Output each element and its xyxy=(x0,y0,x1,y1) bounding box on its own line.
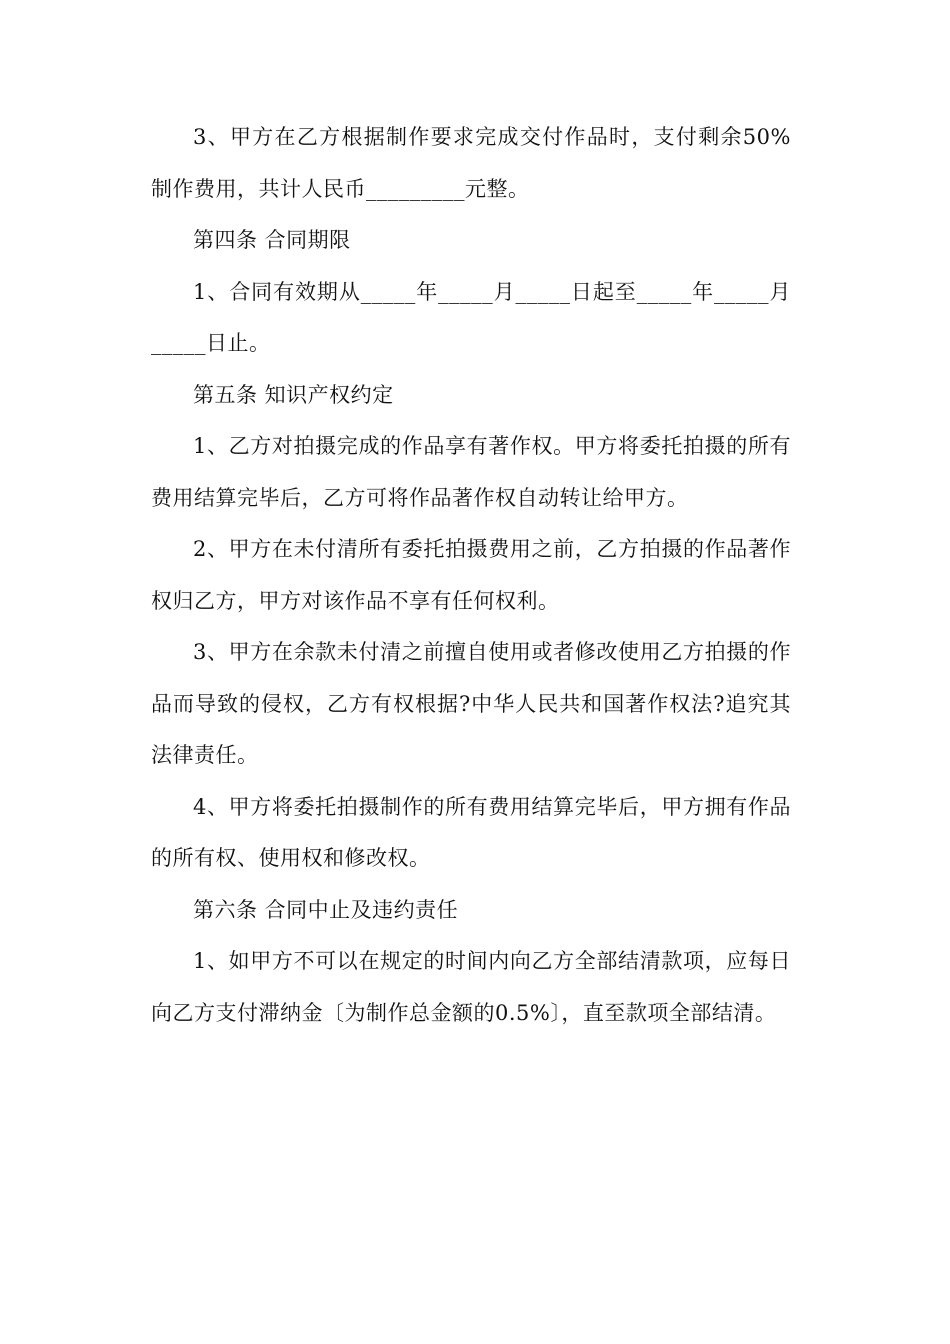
article-heading-termination: 第六条 合同中止及违约责任 xyxy=(193,897,459,922)
clause-paragraph-copyright-transfer: 1、乙方对拍摄完成的作品享有著作权。甲方将委托拍摄的所有费用结算完毕后，乙方可将作品著作权自动转让给甲方。 xyxy=(151,434,791,510)
clause-paragraph-validity-period: 1、合同有效期从_____年_____月_____日起至_____年_____月_____日止。 xyxy=(151,279,791,355)
clause-paragraph-ownership: 4、甲方将委托拍摄制作的所有费用结算完毕后，甲方拥有作品的所有权、使用权和修改权。 xyxy=(151,794,791,870)
clause-paragraph-payment-remainder: 3、甲方在乙方根据制作要求完成交付作品时，支付剩余50%制作费用，共计人民币_________元整。 xyxy=(151,125,791,201)
clause-paragraph-late-fee: 1、如甲方不可以在规定的时间内向乙方全部结清款项，应每日向乙方支付滞纳金〔为制作总金额的0.5%〕，直至款项全部结清。 xyxy=(151,949,791,1025)
article-heading-term: 第四条 合同期限 xyxy=(193,228,351,252)
clause-paragraph-copyright-retention: 2、甲方在未付清所有委托拍摄费用之前，乙方拍摄的作品著作权归乙方，甲方对该作品不享有任何权利。 xyxy=(151,537,791,613)
article-heading-ip: 第五条 知识产权约定 xyxy=(193,382,394,407)
clause-paragraph-infringement: 3、甲方在余款未付清之前擅自使用或者修改使用乙方拍摄的作品而导致的侵权，乙方有权根据?中华人民共和国著作权法?追究其法律责任。 xyxy=(151,640,791,767)
document-body xyxy=(151,112,791,1039)
